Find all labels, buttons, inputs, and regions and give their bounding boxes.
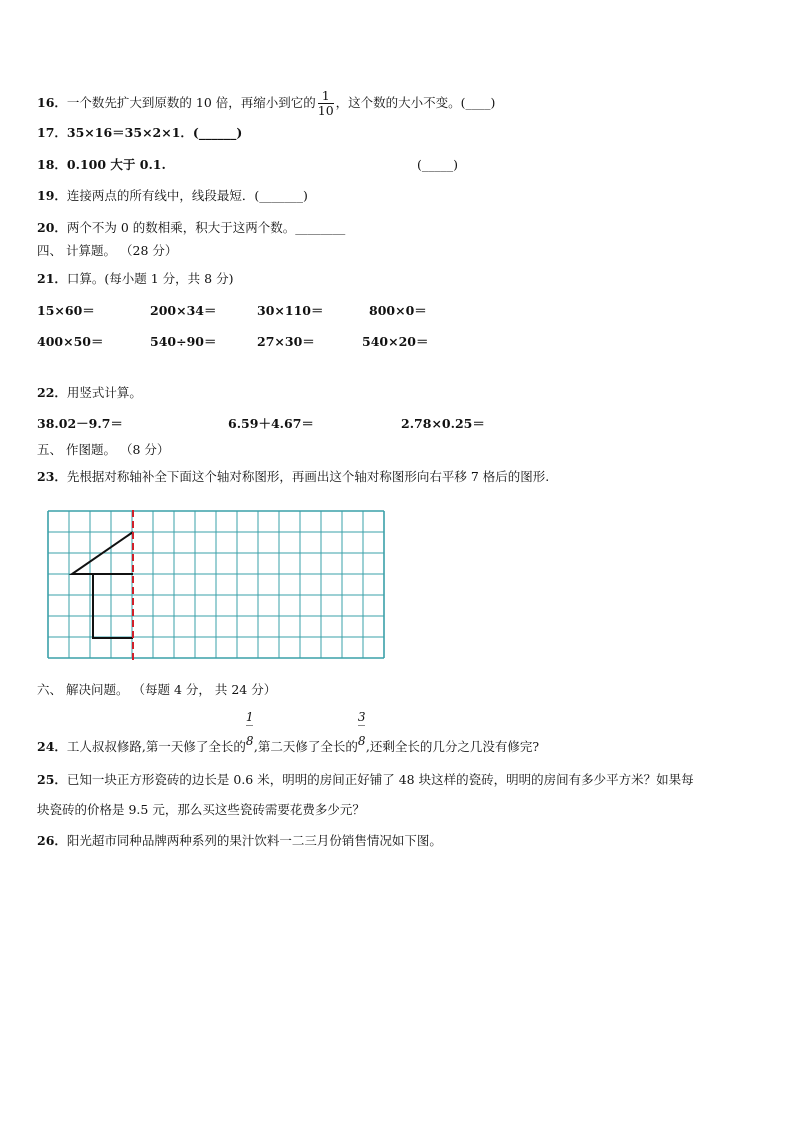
oral-calc-item: 540×20＝ [362,334,429,349]
question-text-line1: 已知一块正方形瓷砖的边长是 0.6 米，明明的房间正好铺了 48 块这样的瓷砖，明明的房间有多少平方米？如果每 [66,772,694,787]
question-text-line2: 块瓷砖的价格是 9.5 元，那么买这些瓷砖需要花费多少元？ [37,802,365,817]
fraction-denominator: 8 [357,734,366,748]
half-figure-rectangle [93,574,133,638]
question-number: 20． [37,220,67,235]
question-18 [37,157,166,173]
question-19 [37,188,308,204]
question-number: 26． [37,833,67,848]
section-title: 解决问题。 [66,682,129,697]
oral-calc-item: 200×34＝ [150,303,217,318]
answer-blank: (_____) [417,157,459,172]
question-number: 24． [37,739,67,754]
question-25-continued [37,802,365,818]
question-number: 19． [37,188,67,203]
question-text: 工人叔叔修路,第一天修了全长的 [66,739,246,754]
fraction-numerator: 1 [245,710,254,724]
question-text: 一个数先扩大到原数的 10 倍，再缩小到它的 [66,95,316,110]
question-text: 0.100 大于 0.1. [66,157,166,172]
question-25 [37,772,694,788]
fraction-three-eighths [357,710,366,751]
vertical-calc-item: 2.78×0.25＝ [401,416,485,431]
question-text: 用竖式计算。 [66,385,142,400]
question-22 [37,385,142,401]
oral-calc-item: 540÷90＝ [150,334,217,349]
oral-calc-item: 30×110＝ [257,303,324,318]
question-text: 连接两点的所有线中，线段最短．(_______) [66,188,308,203]
section-heading-5 [37,442,169,458]
section-label: 六、 [37,682,63,697]
section-label: 五、 [37,442,63,457]
question-23 [37,469,549,485]
section-heading-6 [37,682,276,698]
symmetry-grid-figure [47,510,387,664]
oral-calc-item: 27×30＝ [257,334,315,349]
section-heading-4 [37,243,177,259]
vertical-calc-item: 6.59＋4.67＝ [228,416,314,431]
section-label: 四、 [37,243,63,258]
oral-calc-item: 800×0＝ [369,303,427,318]
question-text: 35×16＝35×2×1．(______) [66,125,243,140]
question-17 [37,125,242,141]
section-title: 作图题。 [66,442,117,457]
fraction-numerator: 1 [318,89,334,104]
grid-lines [48,511,384,658]
fraction-denominator: 10 [317,103,334,118]
fraction-denominator: 8 [245,734,254,748]
fraction-numerator: 3 [357,710,366,724]
section-score: （8 分） [120,442,170,457]
question-number: 17． [37,125,67,140]
question-text-tail: ，这个数的大小不变。(____) [335,95,496,110]
question-number: 25． [37,772,67,787]
oral-calc-item: 15×60＝ [37,303,95,318]
question-24 [37,710,540,755]
question-text-tail: ,还剩全长的几分之几没有修完? [365,739,540,754]
question-number: 16． [37,95,67,110]
question-text: 两个不为 0 的数相乘，积大于这两个数。________ [66,220,346,235]
section-score: （每题 4 分， 共 24 分） [132,682,277,697]
oral-calc-item: 400×50＝ [37,334,104,349]
question-number: 23． [37,469,67,484]
question-16 [37,89,495,118]
section-score: （28 分） [120,243,178,258]
question-text: 口算。(每小题 1 分，共 8 分) [66,271,234,286]
question-text: 先根据对称轴补全下面这个轴对称图形，再画出这个轴对称图形向右平移 7 格后的图形. [66,469,550,484]
question-20 [37,220,345,236]
question-number: 22． [37,385,67,400]
question-text: 阳光超市同种品牌两种系列的果汁饮料一二三月份销售情况如下图。 [66,833,442,848]
question-26 [37,833,442,849]
fraction-one-tenth [318,89,334,118]
question-21 [37,271,233,287]
question-number: 18． [37,157,67,172]
fraction-one-eighth [245,710,254,751]
vertical-calc-item: 38.02－9.7＝ [37,416,123,431]
question-number: 21． [37,271,67,286]
section-title: 计算题。 [66,243,117,258]
question-text-mid: ,第二天修了全长的 [253,739,358,754]
